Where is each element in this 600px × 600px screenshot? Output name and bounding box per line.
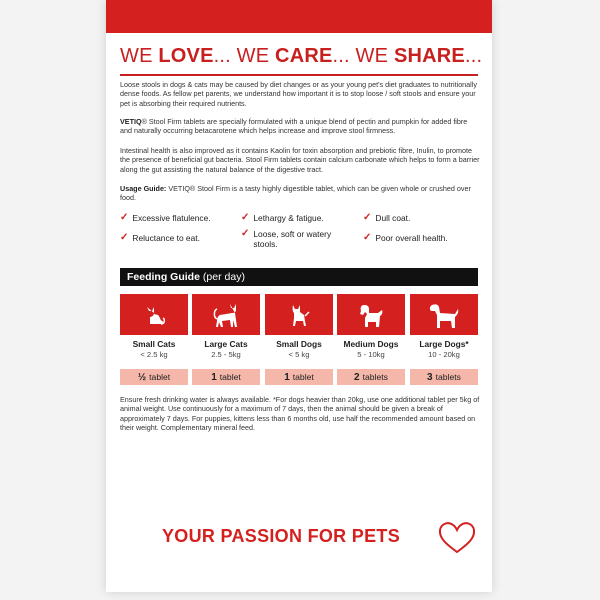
column-weight: < 2.5 kg: [140, 350, 168, 359]
check-icon: ✓: [363, 212, 372, 223]
column-weight: 5 - 10kg: [357, 350, 385, 359]
column-label: Small Dogs: [276, 339, 322, 349]
feeding-column-large-dogs: [410, 294, 478, 390]
dose-badge: 1 tablet: [265, 369, 333, 385]
large-cat-icon: [192, 294, 260, 335]
column-weight: 2.5 - 5kg: [211, 350, 241, 359]
check-icon: ✓: [120, 212, 129, 223]
symptom-item: ✓ Lethargy & fatigue.: [241, 212, 324, 223]
feeding-column-large-cats: [192, 294, 260, 390]
feeding-guide-header: Feeding Guide (per day): [120, 268, 478, 286]
top-red-band: [106, 0, 492, 33]
medium-dog-icon: [337, 294, 405, 335]
heart-icon: [436, 518, 478, 556]
check-icon: ✓: [241, 212, 250, 223]
headline: WE LOVE... WE CARE... WE SHARE...: [120, 45, 483, 67]
feeding-column-small-dogs: [265, 294, 333, 390]
intestinal-paragraph: Intestinal health is also improved as it contains Kaolin for toxin absorption and prebiotic fibre, Inulin, to promote the presence of beneficial gut bacteria. Stool Firm tablets contain calcium carbonate which helps to form a barrier along the gut assisting the natural balance of the digestive tract.: [120, 146, 480, 174]
large-dog-icon: [410, 294, 478, 335]
column-weight: < 5 kg: [288, 350, 310, 359]
directions-paragraph: Ensure fresh drinking water is always available. *For dogs heavier than 20kg, use one additional tablet per 5kg of animal weight. Use continuously for a maximum of 7 days, then the animal should be given a break of approximately 7 days. For puppies, kittens less than 6 months old, use half the recommended amount based on their weight. Complementary mineral feed.: [120, 395, 480, 432]
feeding-column-small-cats: [120, 294, 188, 390]
feeding-column-medium-dogs: [337, 294, 405, 390]
check-icon: ✓: [363, 232, 372, 243]
dose-badge: 3 tablets: [410, 369, 478, 385]
check-icon: ✓: [120, 232, 129, 243]
intro-paragraph: Loose stools in dogs & cats may be caused by diet changes or as your young pet's diet graduates to nutritionally dense foods. As fellow pet parents, we understand how important it is to stop loose / soft stools and ensure your pet is absorbing their required nutrients.: [120, 80, 477, 108]
column-weight: 10 - 20kg: [428, 350, 460, 359]
symptom-item: ✓ Excessive flatulence.: [120, 212, 211, 223]
symptom-item: ✓ Loose, soft or watery stools.: [241, 228, 332, 249]
column-label: Small Cats: [132, 339, 176, 349]
symptom-item: ✓ Dull coat.: [363, 212, 411, 223]
column-label: Large Dogs*: [419, 339, 469, 349]
symptom-item: ✓ Reluctance to eat.: [120, 232, 200, 243]
column-label: Medium Dogs: [343, 339, 399, 349]
dose-badge: 1 tablet: [192, 369, 260, 385]
product-box-back: [106, 0, 492, 592]
small-dog-icon: [265, 294, 333, 335]
small-cat-icon: [120, 294, 188, 335]
dose-badge: 2 tablets: [337, 369, 405, 385]
column-label: Large Cats: [204, 339, 248, 349]
tagline: YOUR PASSION FOR PETS: [162, 526, 400, 546]
headline-rule: [120, 74, 478, 76]
dose-badge: ½ tablet: [120, 369, 188, 385]
check-icon: ✓: [241, 228, 250, 239]
usage-paragraph: Usage Guide: VETIQ® Stool Firm is a tasty highly digestible tablet, which can be given whole or crushed over food.: [120, 184, 471, 203]
symptom-item: ✓ Poor overall health.: [363, 232, 448, 243]
vetiq-paragraph: VETIQ® Stool Firm tablets are specially formulated with a unique blend of pectin and pumpkin for added fibre and naturally occurring betacarotene which helps increase and improve stool firmness.: [120, 117, 468, 136]
feeding-guide-table: [120, 294, 478, 390]
